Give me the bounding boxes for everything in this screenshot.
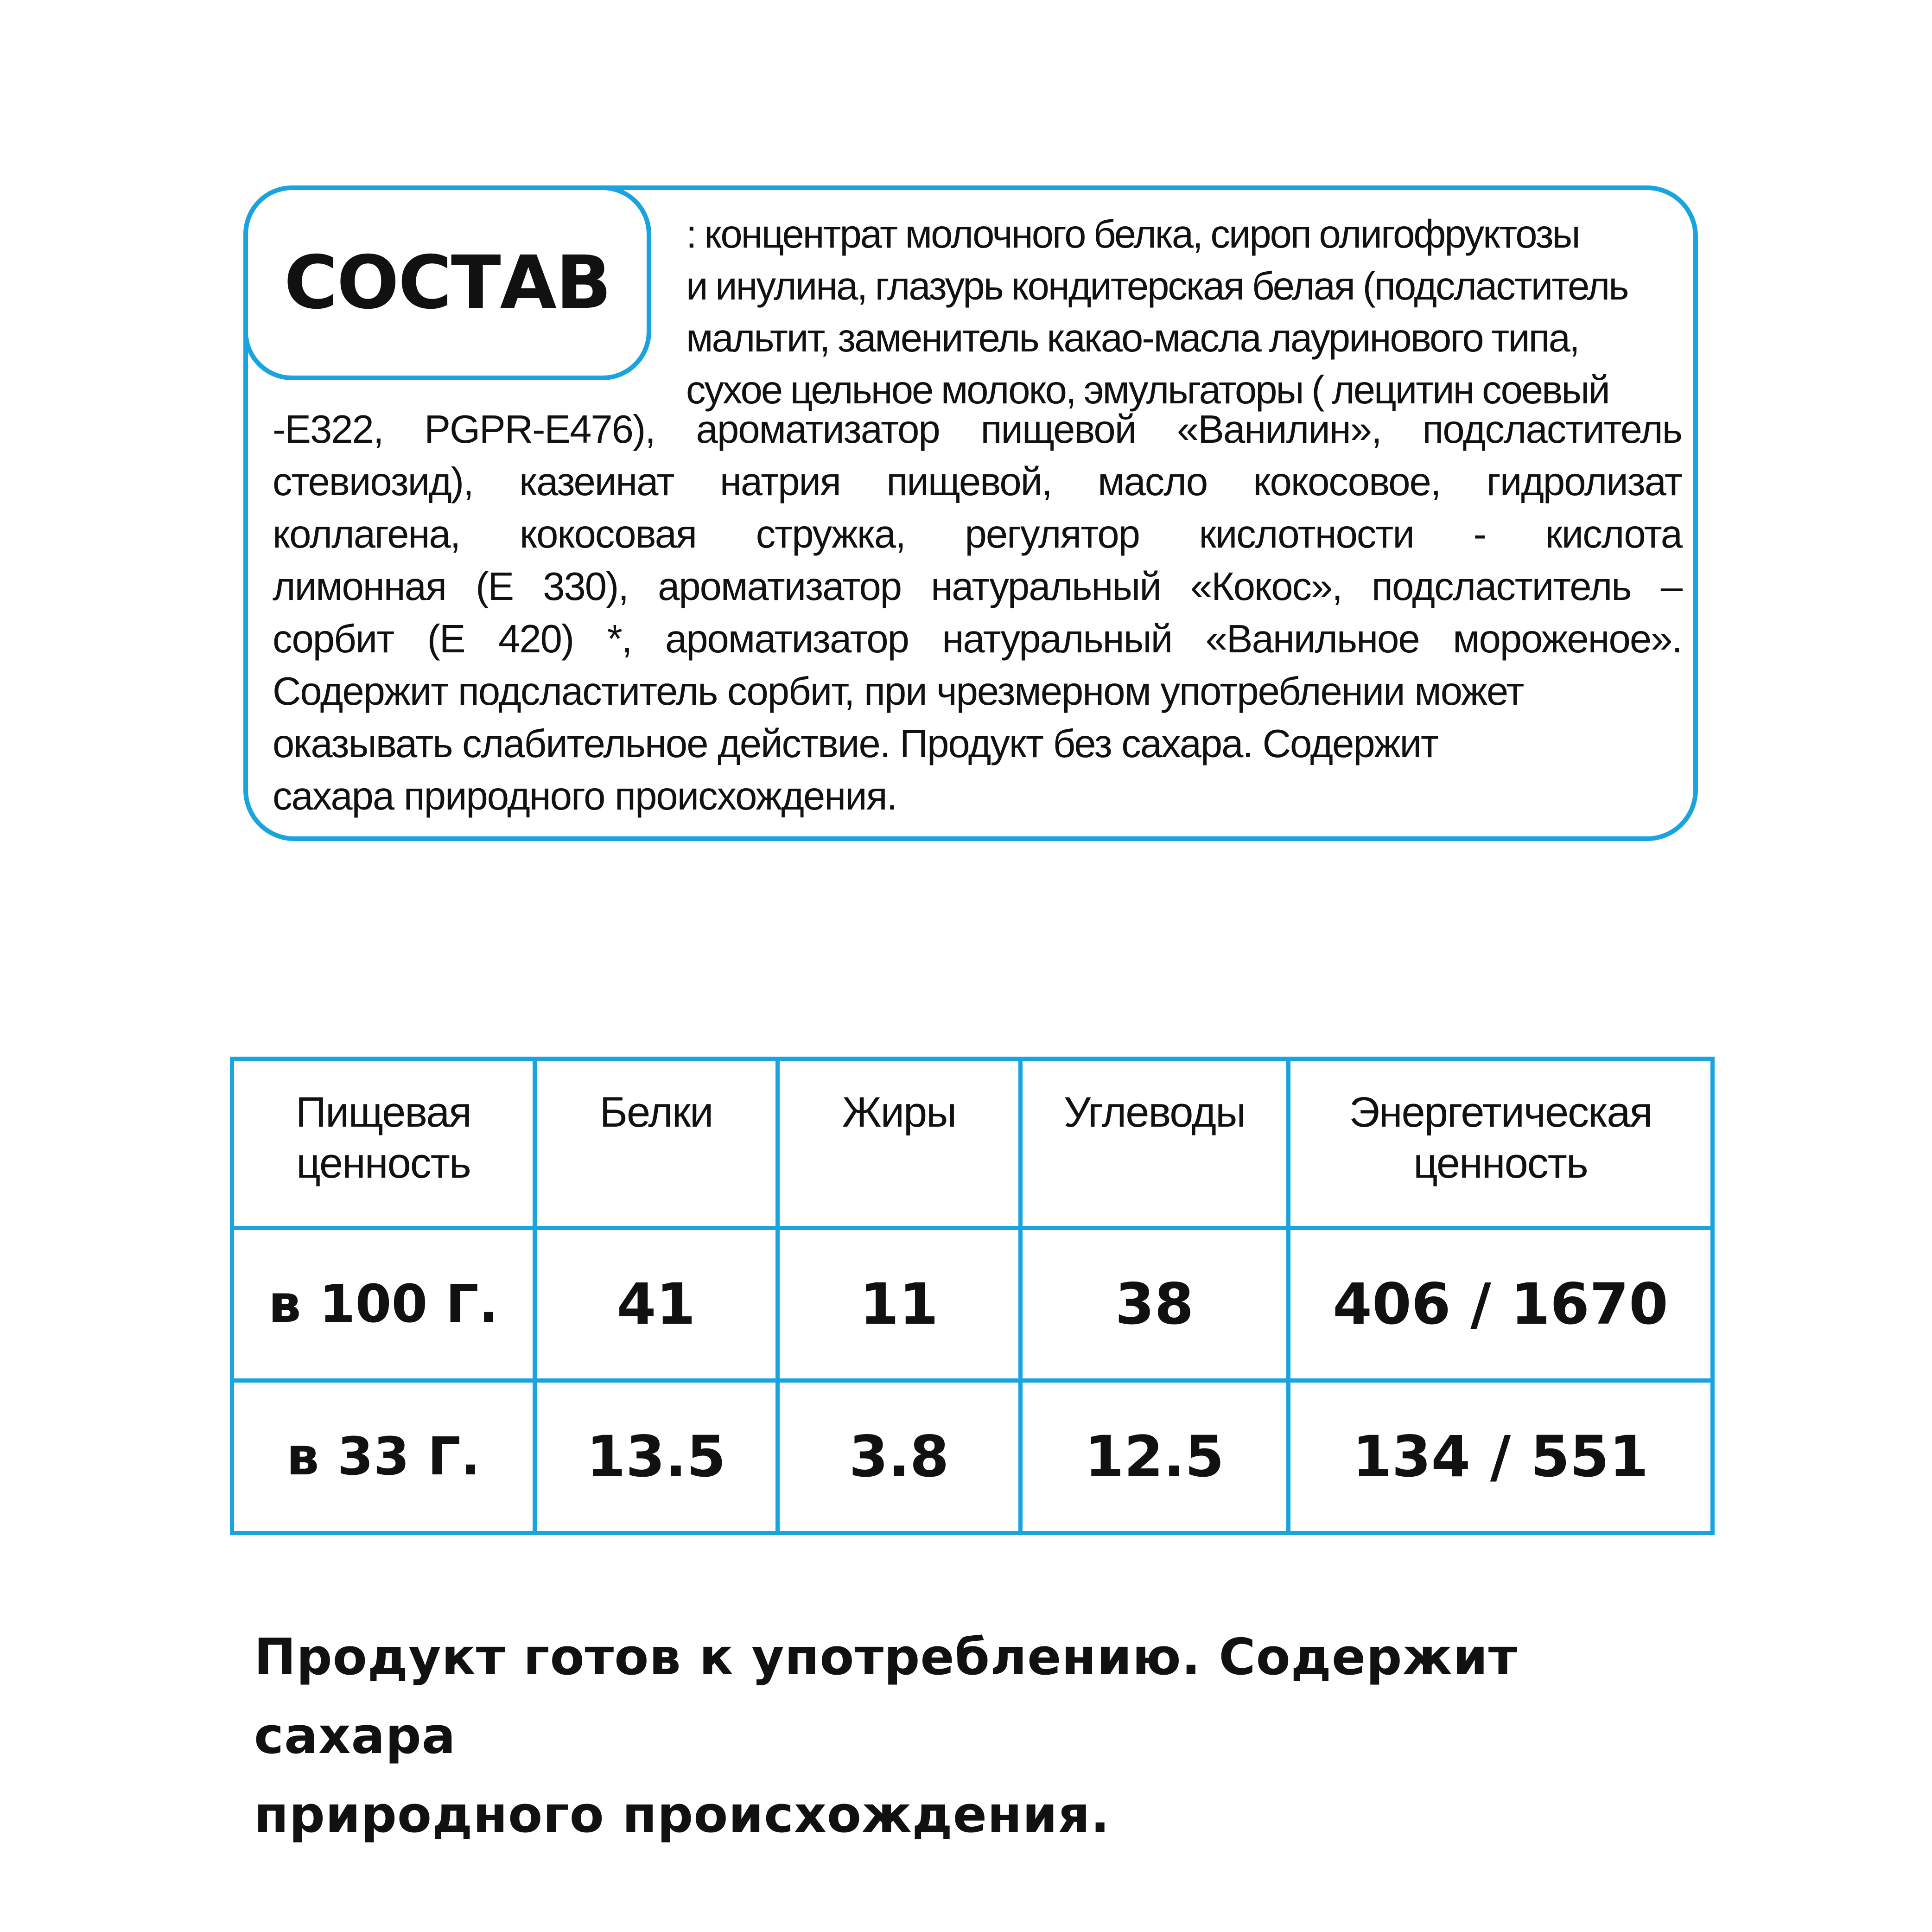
header-cell-carbohydrates: Углеводы <box>1021 1059 1289 1228</box>
composition-text-body <box>273 403 1682 823</box>
composition-title-badge <box>243 185 651 380</box>
composition-line: оказывать слабительное действие. Продукт без сахара. Содержит <box>273 722 1438 766</box>
fat-value: 3.8 <box>778 1381 1021 1533</box>
composition-line: лимонная (Е 330), ароматизатор натуральный «Кокос», подсластитель – <box>273 565 1682 609</box>
footer-line: природного происхождения. <box>254 1786 1110 1844</box>
header-cell-energy: Энергетическая ценность <box>1289 1059 1713 1228</box>
nutrition-row-33g <box>232 1381 1713 1533</box>
energy-value: 134 / 551 <box>1289 1381 1713 1533</box>
composition-line: : концентрат молочного белка, сироп олигофруктозы <box>686 212 1579 256</box>
carbohydrates-value: 12.5 <box>1021 1381 1289 1533</box>
composition-line: стевиозид), казеинат натрия пищевой, масло кокосовое, гидролизат <box>273 460 1682 504</box>
fat-value: 11 <box>778 1228 1021 1381</box>
protein-value: 41 <box>535 1228 778 1381</box>
header-cell-fat: Жиры <box>778 1059 1021 1228</box>
composition-line: сорбит (Е 420) *, ароматизатор натуральный «Ванильное мороженое». <box>273 617 1682 661</box>
row-label: в 100 Г. <box>232 1228 535 1381</box>
nutrition-table <box>230 1057 1715 1535</box>
energy-value: 406 / 1670 <box>1289 1228 1713 1381</box>
composition-line: мальтит, заменитель какао-масла лауринового типа, <box>686 316 1579 360</box>
footer-line: Продукт готов к употреблению. Содержит сахара <box>254 1628 1518 1765</box>
protein-value: 13.5 <box>535 1381 778 1533</box>
carbohydrates-value: 38 <box>1021 1228 1289 1381</box>
footer-note <box>254 1618 1719 1855</box>
composition-line: коллагена, кокосовая стружка, регулятор кислотности - кислота <box>273 512 1682 556</box>
composition-line: Содержит подсластитель сорбит, при чрезмерном употреблении может <box>273 670 1524 714</box>
composition-text-top <box>686 209 1683 416</box>
nutrition-row-100g <box>232 1228 1713 1381</box>
header-cell-nutritional-value: Пищевая ценность <box>232 1059 535 1228</box>
nutrition-header-row <box>232 1059 1713 1228</box>
row-label: в 33 Г. <box>232 1381 535 1533</box>
composition-title: СОСТАВ <box>284 240 611 325</box>
composition-line: -Е322, PGPR-Е476), ароматизатор пищевой «Ванилин», подсластитель <box>273 408 1682 452</box>
composition-line: сухое цельное молоко, эмульгаторы ( лецитин соевый <box>686 368 1609 412</box>
composition-line: сахара природного происхождения. <box>273 774 897 818</box>
composition-line: и инулина, глазурь кондитерская белая (подсластитель <box>686 264 1628 308</box>
header-cell-protein: Белки <box>535 1059 778 1228</box>
